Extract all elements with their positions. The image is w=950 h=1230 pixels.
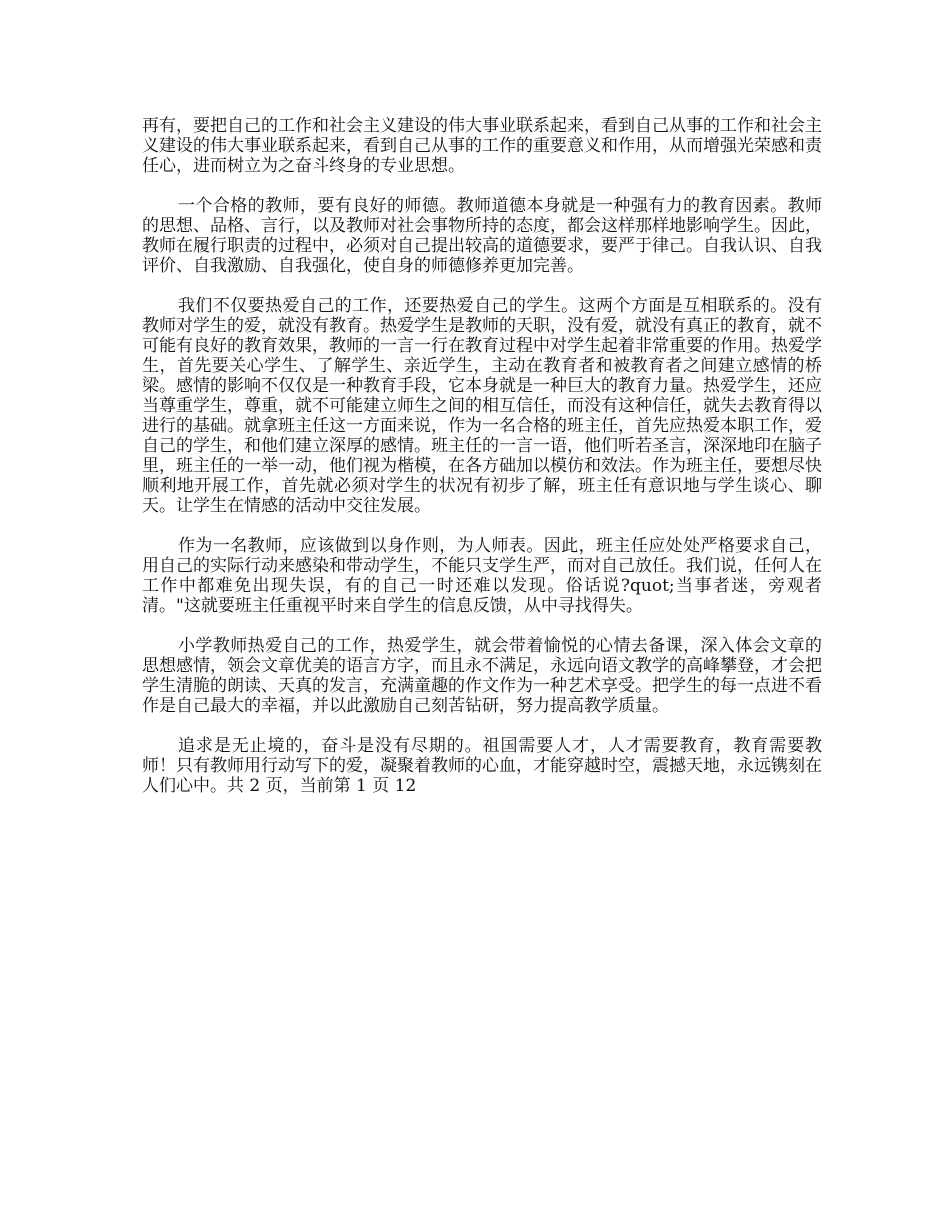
paragraph-5: 小学教师热爱自己的工作，热爱学生，就会带着愉悦的心情去备课，深入体会文章的思想感情，领会文章优美的语言方字，而且永不满足，永远向语文教学的高峰攀登，才会把学生清脆的朗读、天真的发言，充满童趣的作文作为一种艺术享受。把学生的每一点进不看作是自己最大的幸福，并以此激励自己刻苦钻研，努力提高教学质量。: [142, 636, 822, 716]
paragraph-1: 再有，要把自己的工作和社会主义建设的伟大事业联系起来，看到自己从事的工作和社会主义建设的伟大事业联系起来，看到自己从事的工作的重要意义和作用，从而增强光荣感和责任心，进而树立为之奋斗终身的专业思想。: [142, 116, 822, 176]
paragraph-2: 一个合格的教师，要有良好的师德。教师道德本身就是一种强有力的教育因素。教师的思想、品格、言行，以及教师对社会事物所持的态度，都会这样那样地影响学生。因此，教师在履行职责的过程中，必须对自己提出较高的道德要求，要严于律己。自我认识、自我评价、自我激励、自我强化，使自身的师德修养更加完善。: [142, 196, 822, 276]
document-body: [142, 116, 822, 816]
paragraph-6: 追求是无止境的，奋斗是没有尽期的。祖国需要人才，人才需要教育，教育需要教师！只有教师用行动写下的爱，凝聚着教师的心血，才能穿越时空，震撼天地，永远镌刻在人们心中。共 2 页，当前第 1 页 12: [142, 736, 822, 796]
paragraph-4: 作为一名教师，应该做到以身作则，为人师表。因此，班主任应处处严格要求自己，用自己的实际行动来感染和带动学生，不能只支学生严，而对自己放任。我们说，任何人在工作中都难免出现失误，有的自己一时还难以发现。俗话说?quot;当事者迷，旁观者清。"这就要班主任重视平时来自学生的信息反馈，从中寻找得失。: [142, 536, 822, 616]
paragraph-3: 我们不仅要热爱自己的工作，还要热爱自己的学生。这两个方面是互相联系的。没有教师对学生的爱，就没有教育。热爱学生是教师的天职，没有爱，就没有真正的教育，就不可能有良好的教育效果，教师的一言一行在教育过程中对学生起着非常重要的作用。热爱学生，首先要关心学生、了解学生、亲近学生，主动在教育者和被教育者之间建立感情的桥梁。感情的影响不仅仅是一种教育手段，它本身就是一种巨大的教育力量。热爱学生，还应当尊重学生，尊重，就不可能建立师生之间的相互信任，而没有这种信任，就失去教育得以进行的基础。就拿班主任这一方面来说，作为一名合格的班主任，首先应热爱本职工作，爱自己的学生，和他们建立深厚的感情。班主任的一言一语，他们听若圣言，深深地印在脑子里，班主任的一举一动，他们视为楷模，在各方础加以模仿和效法。作为班主任，要想尽快顺利地开展工作，首先就必须对学生的状况有初步了解，班主任有意识地与学生谈心、聊天。让学生在情感的活动中交往发展。: [142, 296, 822, 516]
